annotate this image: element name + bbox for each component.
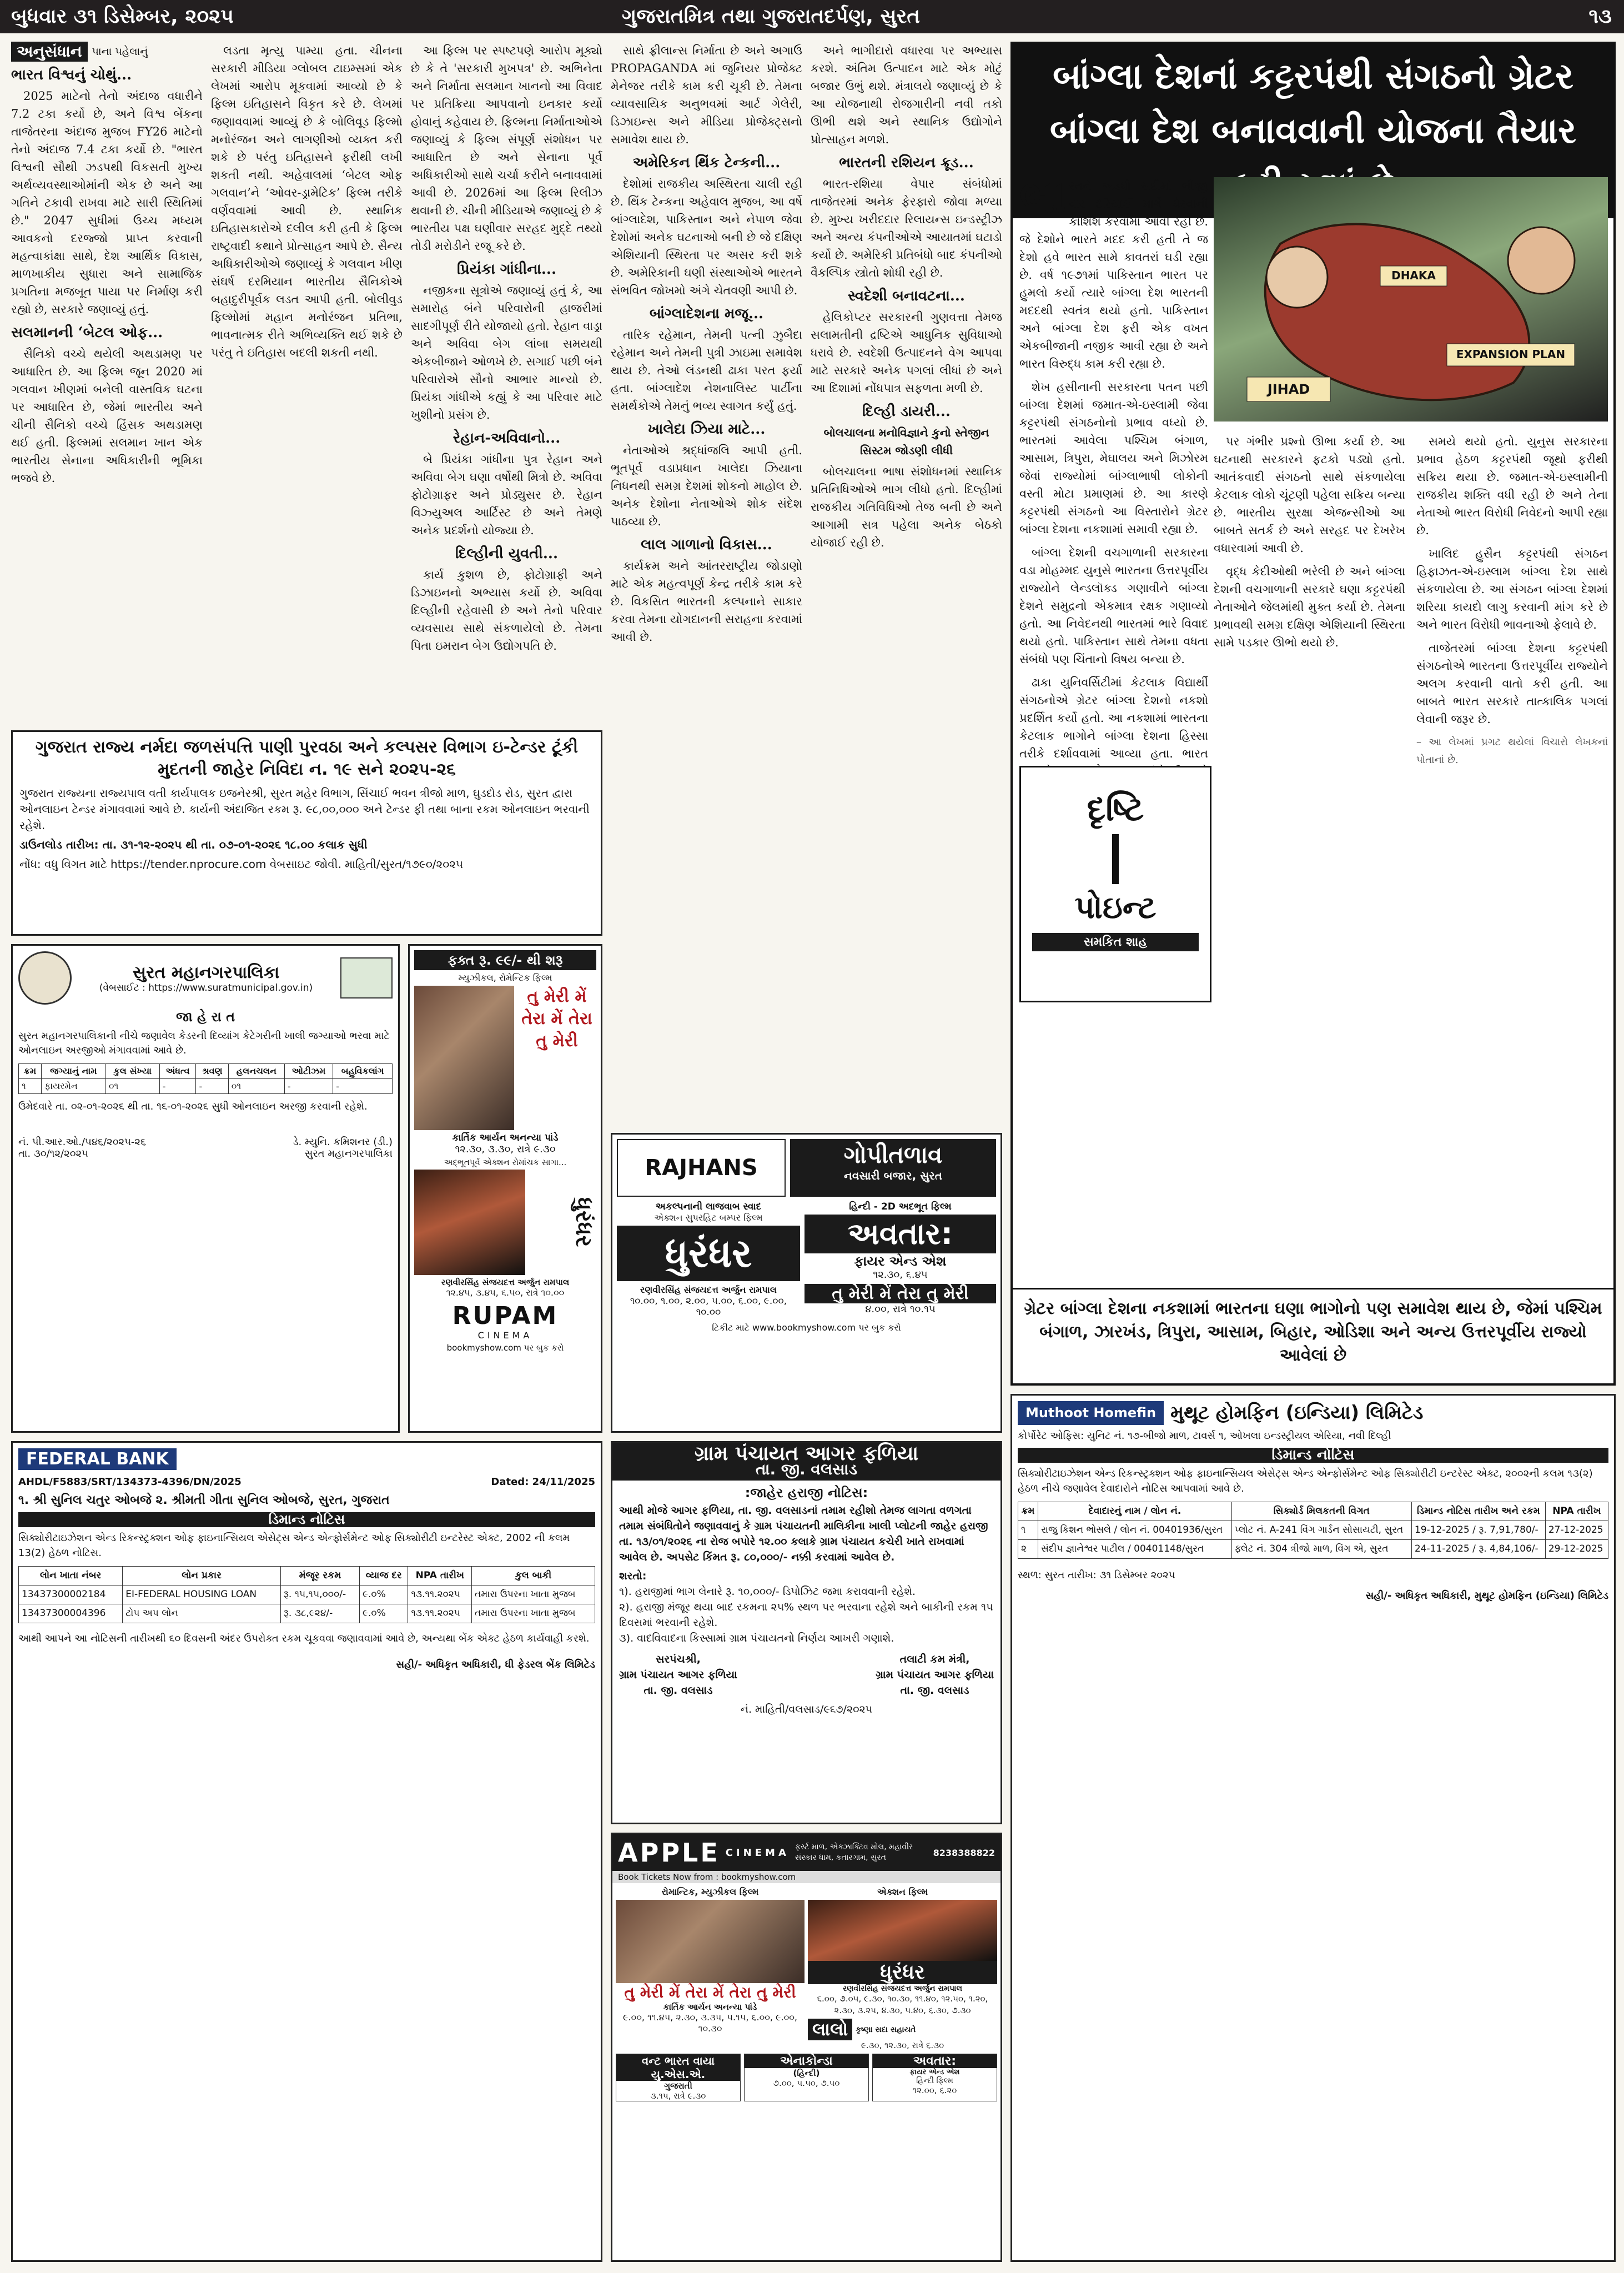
table-cell: તમારા ઉપરના ખાતા મુજબ xyxy=(472,1585,595,1604)
fedbank-ref: AHDL/F5883/SRT/134373-4396/DN/2025 xyxy=(18,1476,242,1488)
table-header-cell: બહુવિકલાંગ xyxy=(333,1064,393,1079)
film-subtag: એક્શન સુપરહિટ બમ્પર ફિલ્મ xyxy=(654,1212,763,1223)
film-times: ૯.૩૦, ૧૨.૩૦, રાત્રે ૬.૩૦ xyxy=(861,2040,944,2050)
drop-cap: ભા xyxy=(1019,177,1066,223)
article-text: વૃદ્ધ કેદીઓથી ભરેલી છે અને બાંગ્લા દેશની વચગાળાની સરકારે ઘણા કટ્ટરપંથી નેતાઓને જેલમાંથી મુક્ત કર્યા છે. તેમના પ્રભાવથી સમગ્ર દક્ષિણ એશિયાની સ્થિરતા સામે પડકાર ઊભો થયો છે. xyxy=(1214,565,1405,649)
fedbank-footer: આથી આપને આ નોટિસની તારીખથી ૬૦ દિવસની અંદર ઉપરોક્ત રકમ ચૂકવવા જણાવવામાં આવે છે, અન્યથા બેંક એક્ટ હેઠળ કાર્યવાહી કરશે. xyxy=(18,1633,590,1644)
film-times: ૯.૦૦, ૧૧.૪૫, ૨.૩૦, ૩.૩૫, ૫.૧૫, ૬.૦૦, ૯.૦૦, ૧૦.૩૦ xyxy=(623,2012,797,2034)
table-cell: - xyxy=(196,1079,228,1094)
smc-ref: નં. પી.આર.ઓ./૫૪૬/૨૦૨૫-૨૬ xyxy=(18,1136,147,1148)
film-cast: કાર્તિક આર્યન અનન્યા પાંડે xyxy=(663,2002,757,2012)
table-header-cell: ક્રમ xyxy=(1018,1502,1038,1521)
movie-title-2: ધુરંધર xyxy=(571,1197,596,1247)
smc-sign2: સુરત મહાનગરપાલિકા xyxy=(304,1148,393,1160)
smc-logo xyxy=(18,951,72,1005)
table-header-cell: લોન ખાતા નંબર xyxy=(19,1567,123,1585)
article-heading: બાંગ્લાદેશના મજૂ... xyxy=(649,305,764,322)
smc-table xyxy=(18,1063,393,1094)
film-tag: એક્શન ફિલ્મ xyxy=(877,1886,928,1897)
film-subtitle: ફાયર એન્ડ એશ xyxy=(909,2068,960,2076)
table-cell: 24-11-2025 / રૂ. 4,84,106/- xyxy=(1411,1540,1545,1559)
movie-times: ૧૨.૩૦, ૩.૩૦, રાત્રે ૯.૩૦ xyxy=(455,1143,556,1155)
apple-phone: 8238388822 xyxy=(933,1847,995,1858)
table-cell: - xyxy=(333,1079,393,1094)
column-name-2: પોઇન્ટ xyxy=(1074,890,1157,926)
article-text: 2025 માટેનો તેનો અંદાજ વધારીને 7.2 ટકા કર્યો છે, અને વિશ્વ બેંકના તાજેતરના અંદાજ મુજબ FY26 માટેનો તેનો અંદાજ 7.4 ટકા કર્યો છે. "ભારત વિશ્વની સૌથી ઝડપથી વિકસતી મુખ્ય અર્થવ્યવસ્થાઓમાંની એક છે અને આ ગતિને ટકાવી રાખવા માટે સારી સ્થિતિમાં છે." 2047 સુધીમાં ઉચ્ચ મધ્યમ આવકનો દરજ્જો પ્રાપ્ત કરવાની મહત્વાકાંક્ષા સાથે, દેશ આર્થિક વિકાસ, માળખાકીય સુધારા અને સામાજિક પ્રગતિના મજબૂત પાયા પર નિર્માણ કરી રહ્યો છે, સરકારે જણાવ્યું હતું. xyxy=(11,89,203,316)
smc-title: સુરત મહાનગરપાલિકા xyxy=(132,962,280,982)
article-text: સાથે ફ્રીલાન્સ નિર્માતા છે અને અગાઉ PROPAGANDA માં જુનિયર પ્રોજેક્ટ મેનેજર તરીકે કામ કરી ચૂકી છે. તેમના વ્યાવસાયિક અનુભવમાં આર્ટ ગેલેરી, ડિઝાઇન્સ અને મીડિયા પ્રોજેક્ટ્સનો સમાવેશ થાય છે. xyxy=(611,44,802,146)
gram-rules-title: શરતો: xyxy=(619,1570,647,1582)
article-heading: લાલ ગાળાનો વિકાસ... xyxy=(641,536,772,553)
article-text: કાર્યક્રમ અને આંતરરાષ્ટ્રીય જોડાણો માટે એક મહત્વપૂર્ણ કેન્દ્ર તરીકે કામ કરે છે. વિકસિત ભારતની કલ્પનાને સાકાર કરવા તેમના યોગદાનની સરાહના કરવામાં આવી છે. xyxy=(611,559,802,644)
smc-notice xyxy=(11,944,400,1433)
page-number: ૧૩ xyxy=(1588,5,1612,28)
film-title: એનાકોન્ડા xyxy=(745,2054,868,2068)
article-text: તાજેતરમાં બાંગ્લા દેશના કટ્ટરપંથી સંગઠનોએ ભારતના ઉત્તરપૂર્વીય રાજ્યોને અલગ કરવાની વાતો કરી હતી. આ બાબતે ભારત સરકારે તાત્કાલિક પગલાં લેવાની જરૂર છે. xyxy=(1416,641,1608,726)
gram-heading: :જાહેર હરાજી નોટિસ: xyxy=(745,1485,868,1501)
film-times: ૪.૦૦, રાત્રે ૧૦.૧૫ xyxy=(865,1303,936,1315)
movie-poster xyxy=(414,1170,525,1275)
tender-dates: ડાઉનલોડ તારીખ: તા. ૩૧-૧૨-૨૦૨૫ થી તા. ૦૭-૦૧-૨૦૨૬ ૧૮.૦૦ કલાક સુધી xyxy=(19,838,368,851)
film-cast: રણવીરસિંહ સંજયદત્ત અર્જુન રામપાલ xyxy=(640,1284,777,1295)
film-times: ૭.૦૦, ૫.૫૦, ૭.૫૦ xyxy=(773,2078,840,2088)
table-row xyxy=(19,1079,393,1094)
apple-logo-2: CINEMA xyxy=(725,1847,790,1859)
table-cell: ૧ xyxy=(1018,1521,1038,1540)
table-cell: 13437300004396 xyxy=(19,1604,123,1623)
tender-footer: નોંધ: વધુ વિગત માટે https://tender.nprocure.com વેબસાઇટ જોવી. માહિતી/સુરત/૧૭૯૦/૨૦૨૫ xyxy=(19,857,464,871)
antenna-icon xyxy=(1112,834,1119,884)
feature-headline: બાંગ્લા દેશનાં કટ્ટરપંથી સંગઠનો ગ્રેટર બાંગ્લા દેશ બનાવવાની યોજના તૈયાર xyxy=(1013,44,1613,218)
table-header-cell: ડિમાન્ડ નોટિસ તારીખ અને રકમ xyxy=(1411,1502,1545,1521)
gram-sign1: સરપંચશ્રી, xyxy=(656,1653,701,1665)
fedbank-heading: ડિમાન્ડ નોટિસ xyxy=(18,1512,595,1527)
gram-sign1c: તા. જી. વલસાડ xyxy=(643,1684,713,1697)
table-header-cell: અંધત્વ xyxy=(159,1064,196,1079)
article-text: બાંગ્લા દેશની વચગાળાની સરકારના વડા મોહમ્મદ યુનુસે ભારતના ઉત્તરપૂર્વીય રાજ્યોને લેન્ડલૉક્ડ ગણાવીને બાંગ્લા દેશને સમુદ્રનો એકમાત્ર રક્ષક ગણાવ્યો હતો. આ નિવેદનથી ભારતમાં ભારે વિવાદ થયો હતો. પાકિસ્તાન સાથે તેમના વધતા સંબંધો પણ ચિંતાનો વિષય બન્યા છે. xyxy=(1019,546,1208,666)
table-cell: - xyxy=(284,1079,333,1094)
film-tag: અકલ્પનાની લાજવાબ સ્વાદ xyxy=(655,1201,762,1212)
muthoot-table xyxy=(1018,1502,1608,1559)
gram-rule: ૩). વાદવિવાદના કિસ્સામાં ગ્રામ પંચાયતનો નિર્ણય આખરી ગણાશે. xyxy=(619,1632,894,1644)
table-cell: રાજુ કિશન ભોસલે / લોન નં. 00401936/સુરત xyxy=(1038,1521,1232,1540)
federal-bank-logo: FEDERAL BANK xyxy=(18,1448,177,1470)
article-text: બે પ્રિયંકા ગાંધીના પુત્ર રેહાન અને અવિવા બેગ ઘણા વર્ષોથી મિત્રો છે. અવિવા ફોટોગ્રાફર અને પ્રોડ્યુસર છે. રેહાન વિઝ્યુઅલ આર્ટિસ્ટ છે અને તેમણે અનેક પ્રદર્શનો યોજ્યા છે. xyxy=(411,453,602,537)
article-text: ખાલિદ હુસૈન કટ્ટરપંથી સંગઠન હિફાઝત-એ-ઇસ્લામ બાંગ્લા દેશ સાથે સંકળાયેલા છે. આ સંગઠન બાંગ્લા દેશમાં શરિયા કાયદો લાગુ કરવાની માંગ કરે છે અને ભારત વિરોધી ભાવનાઓ ફેલાવે છે. xyxy=(1416,547,1608,631)
film-times: ૬.૦૦, ૭.૦૫, ૯.૩૦, ૧૦.૩૦, ૧૧.૪૦, ૧૨.૫૦, ૧.૨૦, ૨.૩૦, ૩.૨૫, ૪.૩૦, ૫.૪૦, ૬.૩૦, ૭.૩૦ xyxy=(817,1994,988,2015)
article-heading: અમેરિકન થિંક ટેન્કની... xyxy=(632,154,781,171)
film-title: લાલો xyxy=(808,2019,852,2040)
table-cell: ૧ xyxy=(19,1079,42,1094)
gram-panchayat-notice xyxy=(611,1441,1002,1824)
map-label: EXPANSION PLAN xyxy=(1456,348,1566,361)
anusandhan-column xyxy=(11,42,203,725)
column-logo xyxy=(1019,766,1211,1002)
table-cell: રૂ. ૩૮,૯૨૪/- xyxy=(280,1604,359,1623)
article-text: દેશોમાં રાજકીય અસ્થિરતા ચાલી રહી છે. થિંક ટેન્કના અહેવાલ મુજબ, આ વર્ષે બાંગ્લાદેશ, પાકિસ્તાન અને નેપાળ જેવા દેશોમાં અનેક ઘટનાઓ બની છે જે દક્ષિણ એશિયાની સ્થિરતા પર અસર કરી શકે છે. અમેરિકાની ઘણી સંસ્થાઓએ ભારતને સંભવિત જોખમો અંગે ચેતવણી આપી છે. xyxy=(611,177,802,297)
article-text: નજીકના સૂત્રોએ જણાવ્યું હતું કે, આ સમારોહ બંને પરિવારોની હાજરીમાં સાદગીપૂર્ણ રીતે યોજાયો હતો. રેહાન વાડ્રા અને અવિવા બેગ લાંબા સમયથી એકબીજાને ઓળખે છે. સગાઈ પછી બંને પરિવારોએ સૌનો આભાર માન્યો છે. પ્રિયંકા ગાંધીએ કહ્યું કે આ પરિવાર માટે ખુશીનો પ્રસંગ છે. xyxy=(411,284,602,422)
table-cell: 19-12-2025 / રૂ. 7,91,780/- xyxy=(1411,1521,1545,1540)
film-subtitle: ફાયર એન્ડ એશ xyxy=(854,1253,947,1269)
film-times: ૧૦.૦૦, ૧.૦૦, ૨.૦૦, ૫.૦૦, ૬.૦૦, ૯.૦૦, ૧૦.૦૦ xyxy=(630,1296,787,1318)
table-row xyxy=(19,1604,595,1623)
article-text: બોલચાલના ભાષા સંશોધનમાં સ્થાનિક પ્રતિનિધિઓએ ભાગ લીધો હતો. દિલ્હીમાં રાજકીય ગતિવિધિઓ તેજ બની છે અને આગામી સત્ર પહેલા અનેક બેઠકો યોજાઈ રહી છે. xyxy=(811,465,1002,549)
film-title: તુ મેરી મેં તેરા તુ મેરી xyxy=(805,1284,996,1303)
continued-column xyxy=(211,42,403,725)
film-title: ધુરંધર xyxy=(808,1961,997,1984)
map-label: JIHAD xyxy=(1267,382,1310,397)
apple-booking: Book Tickets Now from : bookmyshow.com xyxy=(612,1871,1000,1883)
apple-cinema-ad xyxy=(611,1833,1002,2262)
film-tag: રોમાન્ટિક, મ્યુઝીકલ ફિલ્મ xyxy=(661,1886,759,1897)
movie-title: તુ મેરી મેં તેરા મેં તેરા તુ મેરી xyxy=(521,987,592,1051)
tender-body: ગુજરાત રાજ્યના રાજ્યપાલ વતી કાર્યપાલક ઇજનેરશ્રી, સુરત મહેર વિભાગ, સિંચાઈ ભવન ત્રીજો માળ, ઘુડદોડ રોડ, સુરત દ્વારા ઓનલાઇન ટેન્ડર મંગાવવામાં આવે છે. કાર્યની અંદાજિત રકમ રૂ. ૯૮,૦૦,૦૦૦ અને ટેન્ડર ફી તથા બાના રકમ ઓનલાઇન ભરવાની રહેશે. xyxy=(19,786,590,832)
article-text: સૈનિકો વચ્ચે થયેલી અથડામણ પર આધારિત છે. આ ફિલ્મ જૂન 2020 માં ગલવાન ખીણમાં બનેલી વાસ્તવિક ઘટના પર આધારિત છે, જેમાં ભારતીય અને ચીની સૈનિકો વચ્ચે હિંસક અથડામણ થઈ હતી. ફિલ્મમાં સલમાન ખાન એક ભારતીય સેનાના અધિકારીની ભૂમિકા ભજવે છે. xyxy=(11,347,203,485)
table-header-cell: શ્રવણ xyxy=(196,1064,228,1079)
film-title: તુ મેરી મેં તેરા મેં તેરા તુ મેરી xyxy=(624,1983,796,2001)
movie-poster xyxy=(616,1900,805,1983)
masthead-date: બુધવાર ૩૧ ડિસેમ્બર, ૨૦૨૫ xyxy=(11,5,234,28)
smc-body: સુરત મહાનગરપાલિકાની નીચે જણાવેલ કેડરની દિવ્યાંગ કેટેગરીની ખાલી જગ્યાઓ ભરવા માટે ઓનલાઇન અરજીઓ મંગાવવામાં આવે છે. xyxy=(18,1030,390,1056)
muthoot-address: કોર્પોરેટ ઓફિસ: યુનિટ નં. ૧૭-બીજો માળ, ટાવર્સ ૧, ઓખલા ઇન્ડસ્ટ્રીયલ એરિયા, નવી દિલ્હી xyxy=(1018,1430,1391,1442)
article-text: રતને અડધી સદીમાં બીજી વાર દરિયાઈ માર્ગે ઘેરવાની કોશિશ કરવામાં આવી રહી છે. જે દેશોને ભારતે મદદ કરી હતી તે જ દેશો હવે ભારત સામે કાવતરાં ઘડી રહ્યા છે. વર્ષ ૧૯૭૧માં પાકિસ્તાન ભારત પર હુમલો કર્યો ત્યારે બાંગ્લા દેશ ભારતની મદદથી સ્વતંત્ર થયો હતો. પાકિસ્તાન અને બાંગ્લા દેશ ફરી એક વખત એકબીજાની નજીક આવી રહ્યા છે અને ભારત વિરુદ્ધ કામ કરી રહ્યા છે. xyxy=(1019,179,1208,370)
tender-title: ગુજરાત રાજ્ય નર્મદા જળસંપત્તિ પાણી પુરવઠા અને કલ્પસર વિભાગ ઇ-ટેન્ડર ટૂંકી મુદતની જાહેર નિવિદા ન. ૧૯ સને ૨૦૨૫-૨૬ xyxy=(35,737,579,779)
fit-india-logo xyxy=(340,957,393,998)
film-times: ૧૨.૩૦, ૬.૪૫ xyxy=(873,1269,928,1281)
film-tag: કૃષ્ણા સદા સહાયતે xyxy=(856,2025,916,2034)
table-header-cell: સિક્યોર્ડ મિલકતની વિગત xyxy=(1231,1502,1411,1521)
gram-subtitle: તા. જી. વલસાડ xyxy=(756,1460,857,1478)
table-header-cell: કુલ સંખ્યા xyxy=(105,1064,159,1079)
fedbank-borrowers: ૧. શ્રી સુનિલ ચતુર ઓબજે ૨. શ્રીમતી ગીતા સુનિલ ઓબજે, સુરત, ગુજરાત xyxy=(18,1493,390,1507)
article-text: તારિક રહેમાન, તેમની પત્ની ઝુબૈદા રહેમાન અને તેમની પુત્રી ઝાઇમા સમાવેશ થાય છે. તેઓ લંડનથી ઢાકા પરત ફર્યા હતા. બાંગ્લાદેશ નેશનાલિસ્ટ પાર્ટીના સમર્થકોએ તેમનું ભવ્ય સ્વાગત કર્યું હતું. xyxy=(611,328,802,413)
table-cell: તમારા ઉપરના ખાતા મુજબ xyxy=(472,1604,595,1623)
table-cell: ફાયરમેન xyxy=(41,1079,105,1094)
article-heading: ખાલેદા ઝિયા માટે... xyxy=(647,421,766,438)
table-cell: ૧૩.૧૧.૨૦૨૫ xyxy=(408,1585,472,1604)
table-header-row xyxy=(1018,1502,1608,1521)
article-subheading: બોલચાલના મનોવિજ્ઞાને કુનો સ્તેજીન સિસ્ટમ જોડણી લીધી xyxy=(823,426,989,457)
muthoot-sign: સહી/- અધિકૃત અધિકારી, મુથૂટ હોમફિન (ઇન્ડિયા) લિમિટેડ xyxy=(1365,1590,1608,1602)
column-name: દૃષ્ટિ xyxy=(1087,790,1144,829)
article-text: ભારત-રશિયા વેપાર સંબંધોમાં તાજેતરમાં અનેક ફેરફારો જોવા મળ્યા છે. મુખ્ય ખરીદદાર રિલાયન્સ ઇન્ડસ્ટ્રીઝ અને અન્ય કંપનીઓએ આયાતમાં ઘટાડો કર્યો છે. અમેરિકી પ્રતિબંધો બાદ કંપનીઓ વૈકલ્પિક સ્ત્રોતો શોધી રહી છે. xyxy=(811,177,1002,279)
film-tag: હિન્દી - 2D અદભૂત ફિલ્મ xyxy=(849,1201,952,1212)
smc-heading: જા હે રા ત xyxy=(176,1009,235,1025)
article-text: કાર્ય કુશળ છે, ફોટોગ્રાફી અને ડિઝાઇનનો અભ્યાસ કર્યો છે. અવિવા દિલ્હીની રહેવાસી છે અને તેનો પરિવાર વ્યવસાય સાથે સંકળાયેલો છે. તેમના પિતા ઇમરાન બેગ ઉદ્યોગપતિ છે. xyxy=(411,568,602,653)
cinema-location-2: નવસારી બજાર, સુરત xyxy=(844,1169,942,1182)
fedbank-table xyxy=(18,1566,595,1623)
smc-date: તા. ૩૦/૧૨/૨૦૨૫ xyxy=(18,1148,88,1160)
table-header-cell: ઓટીઝમ xyxy=(284,1064,333,1079)
table-cell: ટોપ અપ લોન xyxy=(123,1604,281,1623)
anusandhan-tag: અનુસંધાન xyxy=(11,42,88,62)
muthoot-notice xyxy=(1010,1394,1616,2262)
article-heading: દિલ્હીની યુવતી... xyxy=(455,545,559,562)
table-row xyxy=(1018,1521,1608,1540)
table-header-cell: NPA તારીખ xyxy=(1545,1502,1608,1521)
gram-sign2c: તા. જી. વલસાડ xyxy=(900,1684,969,1697)
film-times: ૩.૧૫, રાત્રે ૯.૩૦ xyxy=(650,2091,706,2101)
article-text: નેતાઓએ શ્રદ્ધાંજલિ આપી હતી. ભૂતપૂર્વ વડાપ્રધાન ખાલેદા ઝિયાના નિધનથી સમગ્ર દેશમાં શોકનો માહોલ છે. અનેક દેશોના નેતાઓએ શોક સંદેશ પાઠવ્યા છે. xyxy=(611,444,802,528)
masthead-paper: ગુજરાતમિત્ર તથા ગુજરાતદર્પણ, સુરત xyxy=(622,5,921,28)
gram-rule: ૨). હરાજી મંજૂર થયા બાદ રકમના ૨૫% સ્થળ પર ભરવાના રહેશે અને બાકીની રકમ ૧૫ દિવસમાં ભરવાની રહેશે. xyxy=(619,1601,993,1629)
movie-poster xyxy=(414,986,514,1130)
table-header-cell: NPA તારીખ xyxy=(408,1567,472,1585)
feature-col-2 xyxy=(1214,433,1405,1282)
table-row xyxy=(1018,1540,1608,1559)
feature-col-3 xyxy=(1416,433,1608,1282)
fedbank-body: સિક્યોરીટાઇઝેશન એન્ડ રિકન્સ્ટ્રક્શન ઓફ ફાઇનાન્સિયલ એસેટ્સ એન્ડ એન્ફોર્સમેન્ટ ઓફ સિક્યોરીટી ઇન્ટરેસ્ટ એક્ટ, 2002 ની કલમ 13(2) હેઠળ નોટિસ. xyxy=(18,1532,570,1559)
table-cell: 29-12-2025 xyxy=(1545,1540,1608,1559)
gram-sign2b: ગ્રામ પંચાયત આગર ફળિયા xyxy=(876,1669,994,1681)
table-cell: ૯.૦% xyxy=(359,1585,408,1604)
movie-times-2: ૧૨.૪૫, ૩.૪૫, ૬.૫૦, રાત્રે ૧૦.૦૦ xyxy=(446,1287,565,1298)
article-heading: દિલ્હી ડાયરી... xyxy=(862,403,951,420)
table-header-cell: મંજૂર રકમ xyxy=(280,1567,359,1585)
table-cell: - xyxy=(159,1079,196,1094)
muthoot-body: સિક્યોરીટાઇઝેશન એન્ડ રિકન્સ્ટ્રક્શન ઓફ ફાઇનાન્સિયલ એસેટ્સ એન્ડ એન્ફોર્સમેન્ટ ઓફ સિક્યોરીટી ઇન્ટરેસ્ટ એક્ટ, ૨૦૦૨ની કલમ ૧૩(૨) હેઠળ નીચે જણાવેલ દેવાદારોને નોટિસ આપવામાં આવે છે. xyxy=(1018,1468,1593,1494)
table-cell: ૧૩.૧૧.૨૦૨૫ xyxy=(408,1604,472,1623)
table-header-cell: વ્યાજ દર xyxy=(359,1567,408,1585)
feature-caption: ગ્રેટર બાંગ્લા દેશના નકશામાં ભારતના ઘણા ભાગોનો પણ સમાવેશ થાય છે, જેમાં પશ્ચિમ બંગાળ, ઝારખંડ, ત્રિપુરા, આસામ, બિહાર, ઓડિશા અને અન્ય ઉત્તરપૂર્વીય રાજ્યો આવેલાં છે xyxy=(1013,1288,1613,1382)
table-cell: પ્લોટ નં. A-241 વિંગ ગાર્ડન સોસાયટી, સુરત xyxy=(1231,1521,1411,1540)
article-text: હેલિકોપ્ટર સરકારની ગુણવત્તા તેમજ સલામતીની દ્રષ્ટિએ આધુનિક સુવિધાઓ ધરાવે છે. સ્વદેશી ઉત્પાદનને વેગ આપવા માટે સરકારે અનેક પગલાં લીધાં છે અને આ દિશામાં નોંધપાત્ર સફળતા મળી છે. xyxy=(811,310,1002,395)
table-cell: ૦૧ xyxy=(228,1079,284,1094)
film-lang: હિન્દી ફિલ્મ xyxy=(916,2076,953,2085)
muthoot-date: સ્થળ: સુરત તારીખ: ૩૧ ડિસેમ્બર ૨૦૨૫ xyxy=(1018,1569,1175,1581)
article-heading: ભારત વિશ્વનું ચોથું... xyxy=(11,67,132,83)
muthoot-logo: Muthoot Homefin xyxy=(1018,1401,1164,1425)
price-banner: ફક્ત રૂ. ૯૯/- થી શરૂ xyxy=(414,950,596,970)
gram-ref: નં. માહિતી/વલસાડ/૯૬૭/૨૦૨૫ xyxy=(740,1703,873,1715)
fedbank-sign: સહી/- અધિકૃત અધિકારી, ધી ફેડરલ બેંક લિમિટેડ xyxy=(396,1659,595,1670)
film-title: અવતાર: xyxy=(805,1215,996,1253)
film-cast: રણવીરસિંહ સંજયદત્ત અર્જુન રામપાલ xyxy=(842,1984,963,1993)
film-title: અવતાર: xyxy=(873,2054,997,2068)
article-heading: પ્રિયંકા ગાંધીના... xyxy=(456,261,557,278)
smc-subtitle: (વેબસાઈટ : https://www.suratmunicipal.gov.in) xyxy=(99,982,313,994)
table-cell: ૨ xyxy=(1018,1540,1038,1559)
table-header-cell: જગ્યાનું નામ xyxy=(41,1064,105,1079)
table-cell: 13437300002184 xyxy=(19,1585,123,1604)
world-news-column xyxy=(611,42,802,1125)
table-cell: સંદીપ જ્ઞાનેશ્વર પાટીલ / 00401148/સુરત xyxy=(1038,1540,1232,1559)
federal-bank-notice xyxy=(11,1441,602,2262)
table-header-cell: કુલ બાકી xyxy=(472,1567,595,1585)
article-credit: – આ લેખમાં પ્રગટ થયેલાં વિચારો લેખકનાં પોતાનાં છે. xyxy=(1416,736,1608,766)
article-text: ઢાકા યુનિવર્સિટીમાં કેટલાક વિદ્યાર્થી સંગઠનોએ ગ્રેટર બાંગ્લા દેશનો નકશો પ્રદર્શિત કર્યો હતો. આ નકશામાં ભારતના કેટલાક ભાગોને બાંગ્લા દેશના હિસ્સા તરીકે દર્શાવવામાં આવ્યા હતા. ભારત xyxy=(1019,676,1208,760)
smc-footer: ઉમેદવારે તા. ૦૨-૦૧-૨૦૨૬ થી તા. ૧૬-૦૧-૨૦૨૬ સુધી ઓનલાઇન અરજી કરવાની રહેશે. xyxy=(18,1101,368,1112)
article-heading: સ્વદેશી બનાવટના... xyxy=(848,288,965,304)
table-header-row xyxy=(19,1064,393,1079)
table-header-cell: હલનચલન xyxy=(228,1064,284,1079)
feature-col-1 xyxy=(1019,177,1208,1288)
film-title: ધુરંધર xyxy=(617,1226,800,1281)
rupam-cinema-ad xyxy=(408,944,602,1433)
movie-poster xyxy=(808,1900,997,1961)
table-header-cell: લોન પ્રકાર xyxy=(123,1567,281,1585)
muthoot-heading: ડિમાન્ડ નોટિસ xyxy=(1018,1448,1608,1463)
movie-cast: કાર્તિક આર્યન અનન્યા પાંડે xyxy=(452,1132,559,1143)
film-times: ૧૨.૦૦, ૬.૨૦ xyxy=(912,2085,957,2095)
illustration-map xyxy=(1214,177,1608,422)
genre: મ્યુઝીકલ, રોમેન્ટિક ફિલ્મ xyxy=(458,972,552,983)
gram-sign1b: ગ્રામ પંચાયત આગર ફળિયા xyxy=(619,1669,737,1681)
masthead xyxy=(0,0,1624,33)
gram-body: આથી મોજે આગર ફળિયા, તા. જી. વલસાડનાં તમામ રહીશો તેમજ લાગતા વળગતા તમામ સંબંધિતોને જણાવવાનું કે ગ્રામ પંચાયતની માલિકીના ખાલી પ્લોટની જાહેર હરાજી તા. ૧૩/૦૧/૨૦૨૬ ના રોજ બપોરે ૧૨.૦૦ કલાકે ગ્રામ પંચાયત કચેરી ખાતે રાખવામાં આવેલ છે. અપસેટ કિંમત રૂ. ૮૦,૦૦૦/- નક્કી કરવામાં આવેલ છે. xyxy=(619,1504,988,1563)
article-text: આ ફિલ્મ પર સ્પષ્ટપણે આરોપ મૂક્યો છે કે તે 'સરકારી મુખપત્ર' છે. અભિનેતા અને નિર્માતા સલમાન ખાનનો આ વિવાદ પર પ્રતિક્રિયા આપવાનો ઇનકાર કર્યો હોવાનું કહેવાય છે. ફિલ્મના નિર્માતાઓએ જણાવ્યું કે ફિલ્મ સંપૂર્ણ સંશોધન પર આધારિત છે અને સેનાના પૂર્વ અધિકારીઓ સાથે ચર્ચા કરીને બનાવવામાં આવી છે. 2026માં આ ફિલ્મ રિલીઝ થવાની છે. ચીની મીડિયાએ જણાવ્યું છે કે ભારતીય પક્ષ ઘણીવાર સરહદ મુદ્દે તથ્યો તોડી મરોડીને રજૂ કરે છે. xyxy=(411,44,602,253)
table-cell: 27-12-2025 xyxy=(1545,1521,1608,1540)
movie-cast-2: રણવીરસિંહ સંજયદત્ત અર્જુન રામપાલ xyxy=(441,1277,570,1287)
article-text: અને ભાગીદારો વધારવા પર અભ્યાસ કરશે. અંતિમ ઉત્પાદન માટે એક મોટું બજાર ઉભું થશે. મંત્રાલયે જણાવ્યું છે કે આ યોજનાથી રોજગારીની નવી તકો ઊભી થશે અને સ્થાનિક ઉદ્યોગોને પ્રોત્સાહન મળશે. xyxy=(811,44,1002,146)
anusandhan-from: પાના પહેલાનું xyxy=(92,46,148,58)
article-text: શેખ હસીનાની સરકારના પતન પછી બાંગ્લા દેશમાં જમાત-એ-ઇસ્લામી જેવા કટ્ટરપંથી સંગઠનોનો પ્રભાવ વધ્યો છે. ભારતમાં આવેલા પશ્ચિમ બંગાળ, આસામ, ત્રિપુરા, મેઘાલય અને મિઝોરમ જેવાં રાજ્યોમાં બાંગ્લાભાષી લોકોની વસ્તી મોટા પ્રમાણમાં છે. આ કારણે કટ્ટરપંથી સંગઠનો આ વિસ્તારોને ગ્રેટર બાંગ્લા દેશના નકશામાં સમાવી રહ્યા છે. xyxy=(1019,380,1208,536)
article-heading: સલમાનની ‘બેટલ ઓફ... xyxy=(11,324,163,341)
table-header-row xyxy=(19,1567,595,1585)
rajhans-footer: ટિકીટ માટે www.bookmyshow.com પર બુક કરો xyxy=(712,1322,901,1333)
gram-rule: ૧). હરાજીમાં ભાગ લેનારે રૂ. ૧૦,૦૦૦/- ડિપોઝિટ જમા કરાવવાની રહેશે. xyxy=(619,1585,916,1598)
table-cell: EI-FEDERAL HOUSING LOAN xyxy=(123,1585,281,1604)
muthoot-title: મુથૂટ હોમફિન (ઇન્ડિયા) લિમિટેડ xyxy=(1170,1402,1424,1424)
apple-logo: APPLE xyxy=(618,1838,720,1868)
table-cell: ૦૧ xyxy=(105,1079,159,1094)
article-heading: રેહાન-અવિવાનો... xyxy=(452,430,561,446)
priyanka-column xyxy=(411,42,602,772)
article-text: પર ગંભીર પ્રશ્નો ઊભા કર્યા છે. આ ઘટનાથી સરકારને ફટકો પડ્યો હતો. આતંકવાદી સંગઠનો સાથે સંકળાયેલા કેટલાક લોકો ચૂંટણી પહેલા સક્રિય બન્યા છે. ભારતીય સુરક્ષા એજન્સીઓ આ બાબતે સતર્ક છે અને સરહદ પર દેખરેખ વધારવામાં આવી છે. xyxy=(1214,435,1405,555)
rajhans-cinema-ad xyxy=(611,1133,1002,1433)
rajhans-logo: RAJHANS xyxy=(617,1139,786,1197)
gram-sign2: તલાટી કમ મંત્રી, xyxy=(899,1653,970,1665)
article-text: સમયે થયો હતો. યુનુસ સરકારના પ્રભાવ હેઠળ કટ્ટરપંથી જૂથો ફરીથી સક્રિય થયા છે. જમાત-એ-ઇસ્લામીની રાજકીય શક્તિ વધી રહી છે અને તેના નેતાઓ ભારત વિરોધી નિવેદનો આપી રહ્યા છે. xyxy=(1416,435,1608,537)
table-cell: રૂ. ૧૫,૧૫,૦૦૦/- xyxy=(280,1585,359,1604)
film-lang: ગુજરાતી xyxy=(664,2081,692,2091)
table-cell: ૯.૦% xyxy=(359,1604,408,1623)
column-author: સમકિત શાહ xyxy=(1032,933,1199,951)
table-header-cell: ક્રમ xyxy=(19,1064,42,1079)
film-title: વન્ટ ભારત વાયા યુ.એસ.એ. xyxy=(616,2054,740,2081)
cinema-location: ગોપીતળાવ xyxy=(843,1141,943,1168)
feature-article xyxy=(1010,42,1616,1386)
article-text: લડતા મૃત્યુ પામ્યા હતા. ચીનના સરકારી મીડિયા ગ્લોબલ ટાઇમ્સમાં એક લેખમાં આરોપ મૂકવામાં આવ્યો છે કે ફિલ્મ ઇતિહાસને વિકૃત કરે છે. લેખમાં જણાવવામાં આવ્યું છે કે બોલિવૂડ ફિલ્મો મનોરંજન અને લાગણીઓ વ્યક્ત કરી શકે છે પરંતુ ઇતિહાસને ફરીથી લખી શકતી નથી. અહેવાલમાં ‘બેટલ ઓફ ગલવાન’ને ‘ઓવર-ડ્રામેટિક’ ફિલ્મ તરીકે વર્ણવવામાં આવી છે. સ્થાનિક ઇતિહાસકારોએ દલીલ કરી હતી કે ફિલ્મ રાષ્ટ્રવાદી કથાને પ્રોત્સાહન આપે છે. સૈન્ય અધિકારીઓએ જણાવ્યું કે ગલવાન ખીણ સંઘર્ષ દરમિયાન ભારતીય સૈનિકોએ બહાદુરીપૂર્વક લડત આપી હતી. બોલીવુડ ફિલ્મોમાં મહાન મનોરંજન પ્રતિભા, ભાવનાત્મક રીતે અભિવ્યક્તિ થઈ શકે છે પરંતુ તે ઇતિહાસ બદલી શકતી નથી. xyxy=(211,44,403,359)
film-lang: (હિન્દી) xyxy=(793,2068,820,2078)
table-header-cell: દેવાદારનું નામ / લોન નં. xyxy=(1038,1502,1232,1521)
article-heading: ભારતની રશિયન ક્રૂડ... xyxy=(839,154,974,171)
table-row xyxy=(19,1585,595,1604)
fedbank-date: Dated: 24/11/2025 xyxy=(491,1476,595,1488)
cinema-name-2: CINEMA xyxy=(477,1330,533,1341)
map-label: DHAKA xyxy=(1391,269,1436,282)
business-column xyxy=(811,42,1002,1125)
action-tagline: અદ્ભૂતપૂર્વ એક્શન રોમાંચક સાગા... xyxy=(444,1157,567,1167)
gram-title: ગ્રામ પંચાયત આગર ફળિયા xyxy=(694,1442,919,1465)
booking-note: bookmyshow.com પર બુક કરો xyxy=(446,1343,564,1353)
tender-notice xyxy=(11,730,602,936)
cinema-name: RUPAM xyxy=(452,1302,559,1330)
smc-sign: ડે. મ્યુનિ. કમિશનર (ડી.) xyxy=(293,1136,393,1148)
table-cell: ફ્લેટ નં. 304 ત્રીજો માળ, વિંગ એ, સુરત xyxy=(1231,1540,1411,1559)
apple-address: ફર્સ્ટ માળ, એક્ઝાક્ટિવ મોલ, મહાવીર સંસ્કાર ધામ, કતારગામ, સુરત xyxy=(795,1843,913,1862)
